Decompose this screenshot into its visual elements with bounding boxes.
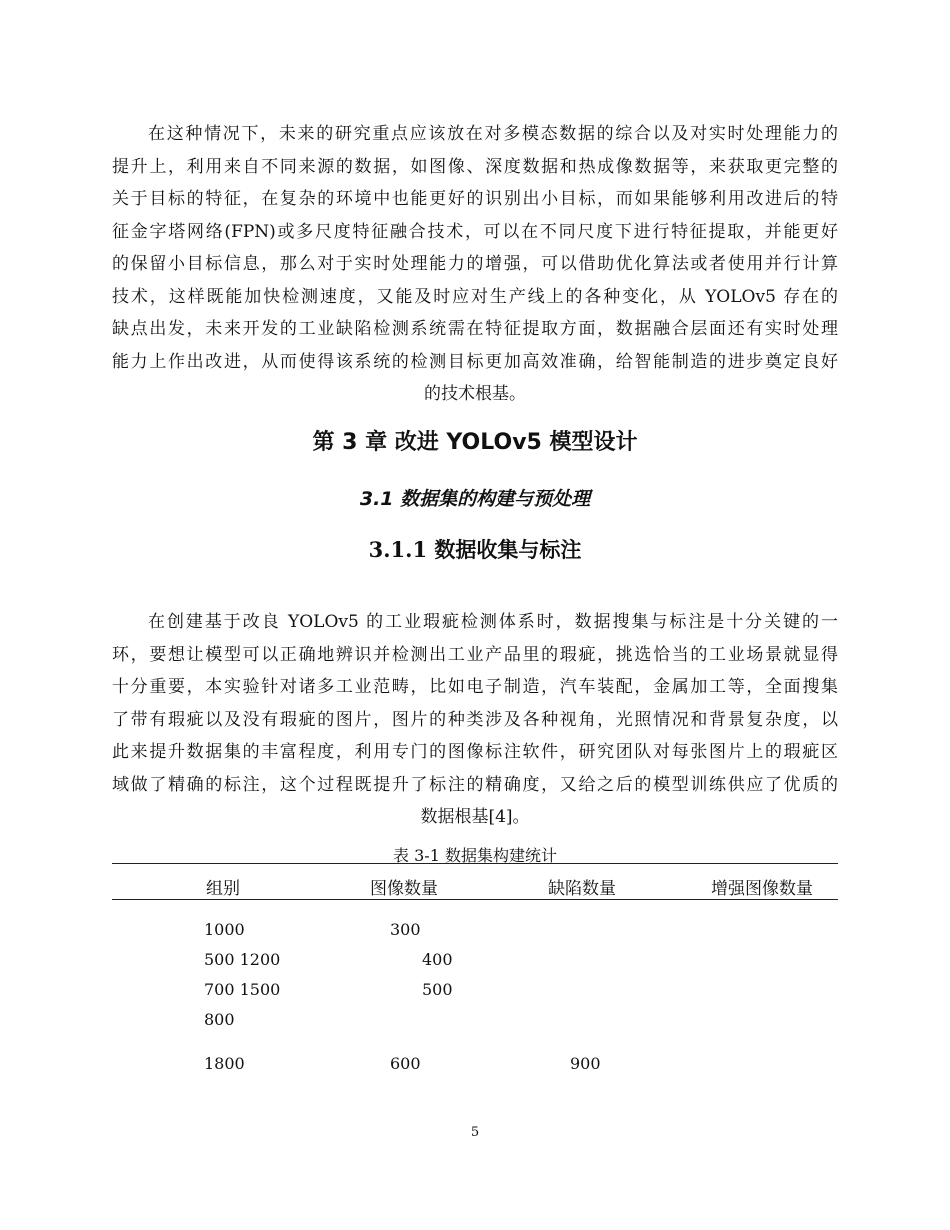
paragraph-line: 此来提升数据集的丰富程度，利用专门的图像标注软件，研究团队对每张图片上的瑕疵区 bbox=[112, 742, 838, 762]
paragraph-data-collection bbox=[112, 606, 838, 834]
paragraph-line: 域做了精确的标注，这个过程既提升了标注的精确度，又给之后的模型训练供应了优质的 bbox=[112, 774, 838, 795]
table-cell: 600 bbox=[390, 1054, 421, 1073]
paragraph-line: 在创建基于改良 YOLOv5 的工业瑕疵检测体系时，数据搜集与标注是十分关键的一 bbox=[148, 612, 838, 632]
table-cell: 1800 bbox=[204, 1054, 245, 1073]
table-cell: 700 1500 bbox=[204, 980, 281, 999]
section-heading: 3.1 数据集的构建与预处理 bbox=[359, 488, 591, 510]
table-cell: 900 bbox=[570, 1054, 601, 1073]
table-cell: 500 1200 bbox=[204, 950, 281, 969]
paragraph-line: 的保留小目标信息，那么对于实时处理能力的增强，可以借助优化算法或者使用并行计算 bbox=[112, 254, 838, 274]
chapter-heading: 第 3 章 改进 YOLOv5 模型设计 bbox=[312, 430, 638, 455]
paragraph-line: 环，要想让模型可以正确地辨识并检测出工业产品里的瑕疵，挑选恰当的工业场景就显得 bbox=[112, 644, 838, 665]
paragraph-line: 缺点出发，未来开发的工业缺陷检测系统需在特征提取方面，数据融合层面还有实时处理 bbox=[112, 319, 838, 339]
table-header-group: 组别 bbox=[206, 879, 240, 899]
paragraph-line: 的技术根基。 bbox=[424, 384, 526, 404]
table-cell: 300 bbox=[390, 920, 421, 939]
paragraph-future-research bbox=[112, 118, 838, 411]
paragraph-line: 关于目标的特征，在复杂的环境中也能更好的识别出小目标，而如果能够利用改进后的特 bbox=[112, 189, 838, 209]
table-header-rule bbox=[112, 899, 838, 900]
paragraph-line: 在这种情况下，未来的研究重点应该放在对多模态数据的综合以及对实时处理能力的 bbox=[148, 124, 838, 144]
page-number: 5 bbox=[470, 1125, 480, 1140]
paragraph-line: 征金字塔网络(FPN)或多尺度特征融合技术，可以在不同尺度下进行特征提取，并能更好 bbox=[112, 221, 838, 242]
table-cell: 500 bbox=[422, 980, 453, 999]
table-cell: 800 bbox=[204, 1010, 235, 1029]
paragraph-line: 能力上作出改进，从而使得该系统的检测目标更加高效准确，给智能制造的进步奠定良好 bbox=[112, 351, 838, 372]
paragraph-line: 提升上，利用来自不同来源的数据，如图像、深度数据和热成像数据等，来获取更完整的 bbox=[112, 156, 838, 177]
table-top-rule bbox=[112, 863, 838, 864]
table-cell: 1000 bbox=[204, 920, 245, 939]
table-header-image-count: 图像数量 bbox=[370, 879, 438, 899]
table-header-augmented-count: 增强图像数量 bbox=[711, 879, 813, 899]
table-caption: 表 3-1 数据集构建统计 bbox=[393, 846, 557, 865]
table-header-defect-count: 缺陷数量 bbox=[548, 879, 616, 899]
subsection-heading: 3.1.1 数据收集与标注 bbox=[368, 537, 582, 562]
paragraph-line: 数据根基[4]。 bbox=[420, 807, 530, 827]
paragraph-line: 十分重要，本实验针对诸多工业范畴，比如电子制造，汽车装配，金属加工等，全面搜集 bbox=[112, 677, 838, 697]
paragraph-line: 了带有瑕疵以及没有瑕疵的图片，图片的种类涉及各种视角，光照情况和背景复杂度，以 bbox=[112, 709, 838, 730]
paragraph-line: 技术，这样既能加快检测速度，又能及时应对生产线上的各种变化，从 YOLOv5 存在的 bbox=[112, 286, 838, 307]
table-cell: 400 bbox=[422, 950, 453, 969]
